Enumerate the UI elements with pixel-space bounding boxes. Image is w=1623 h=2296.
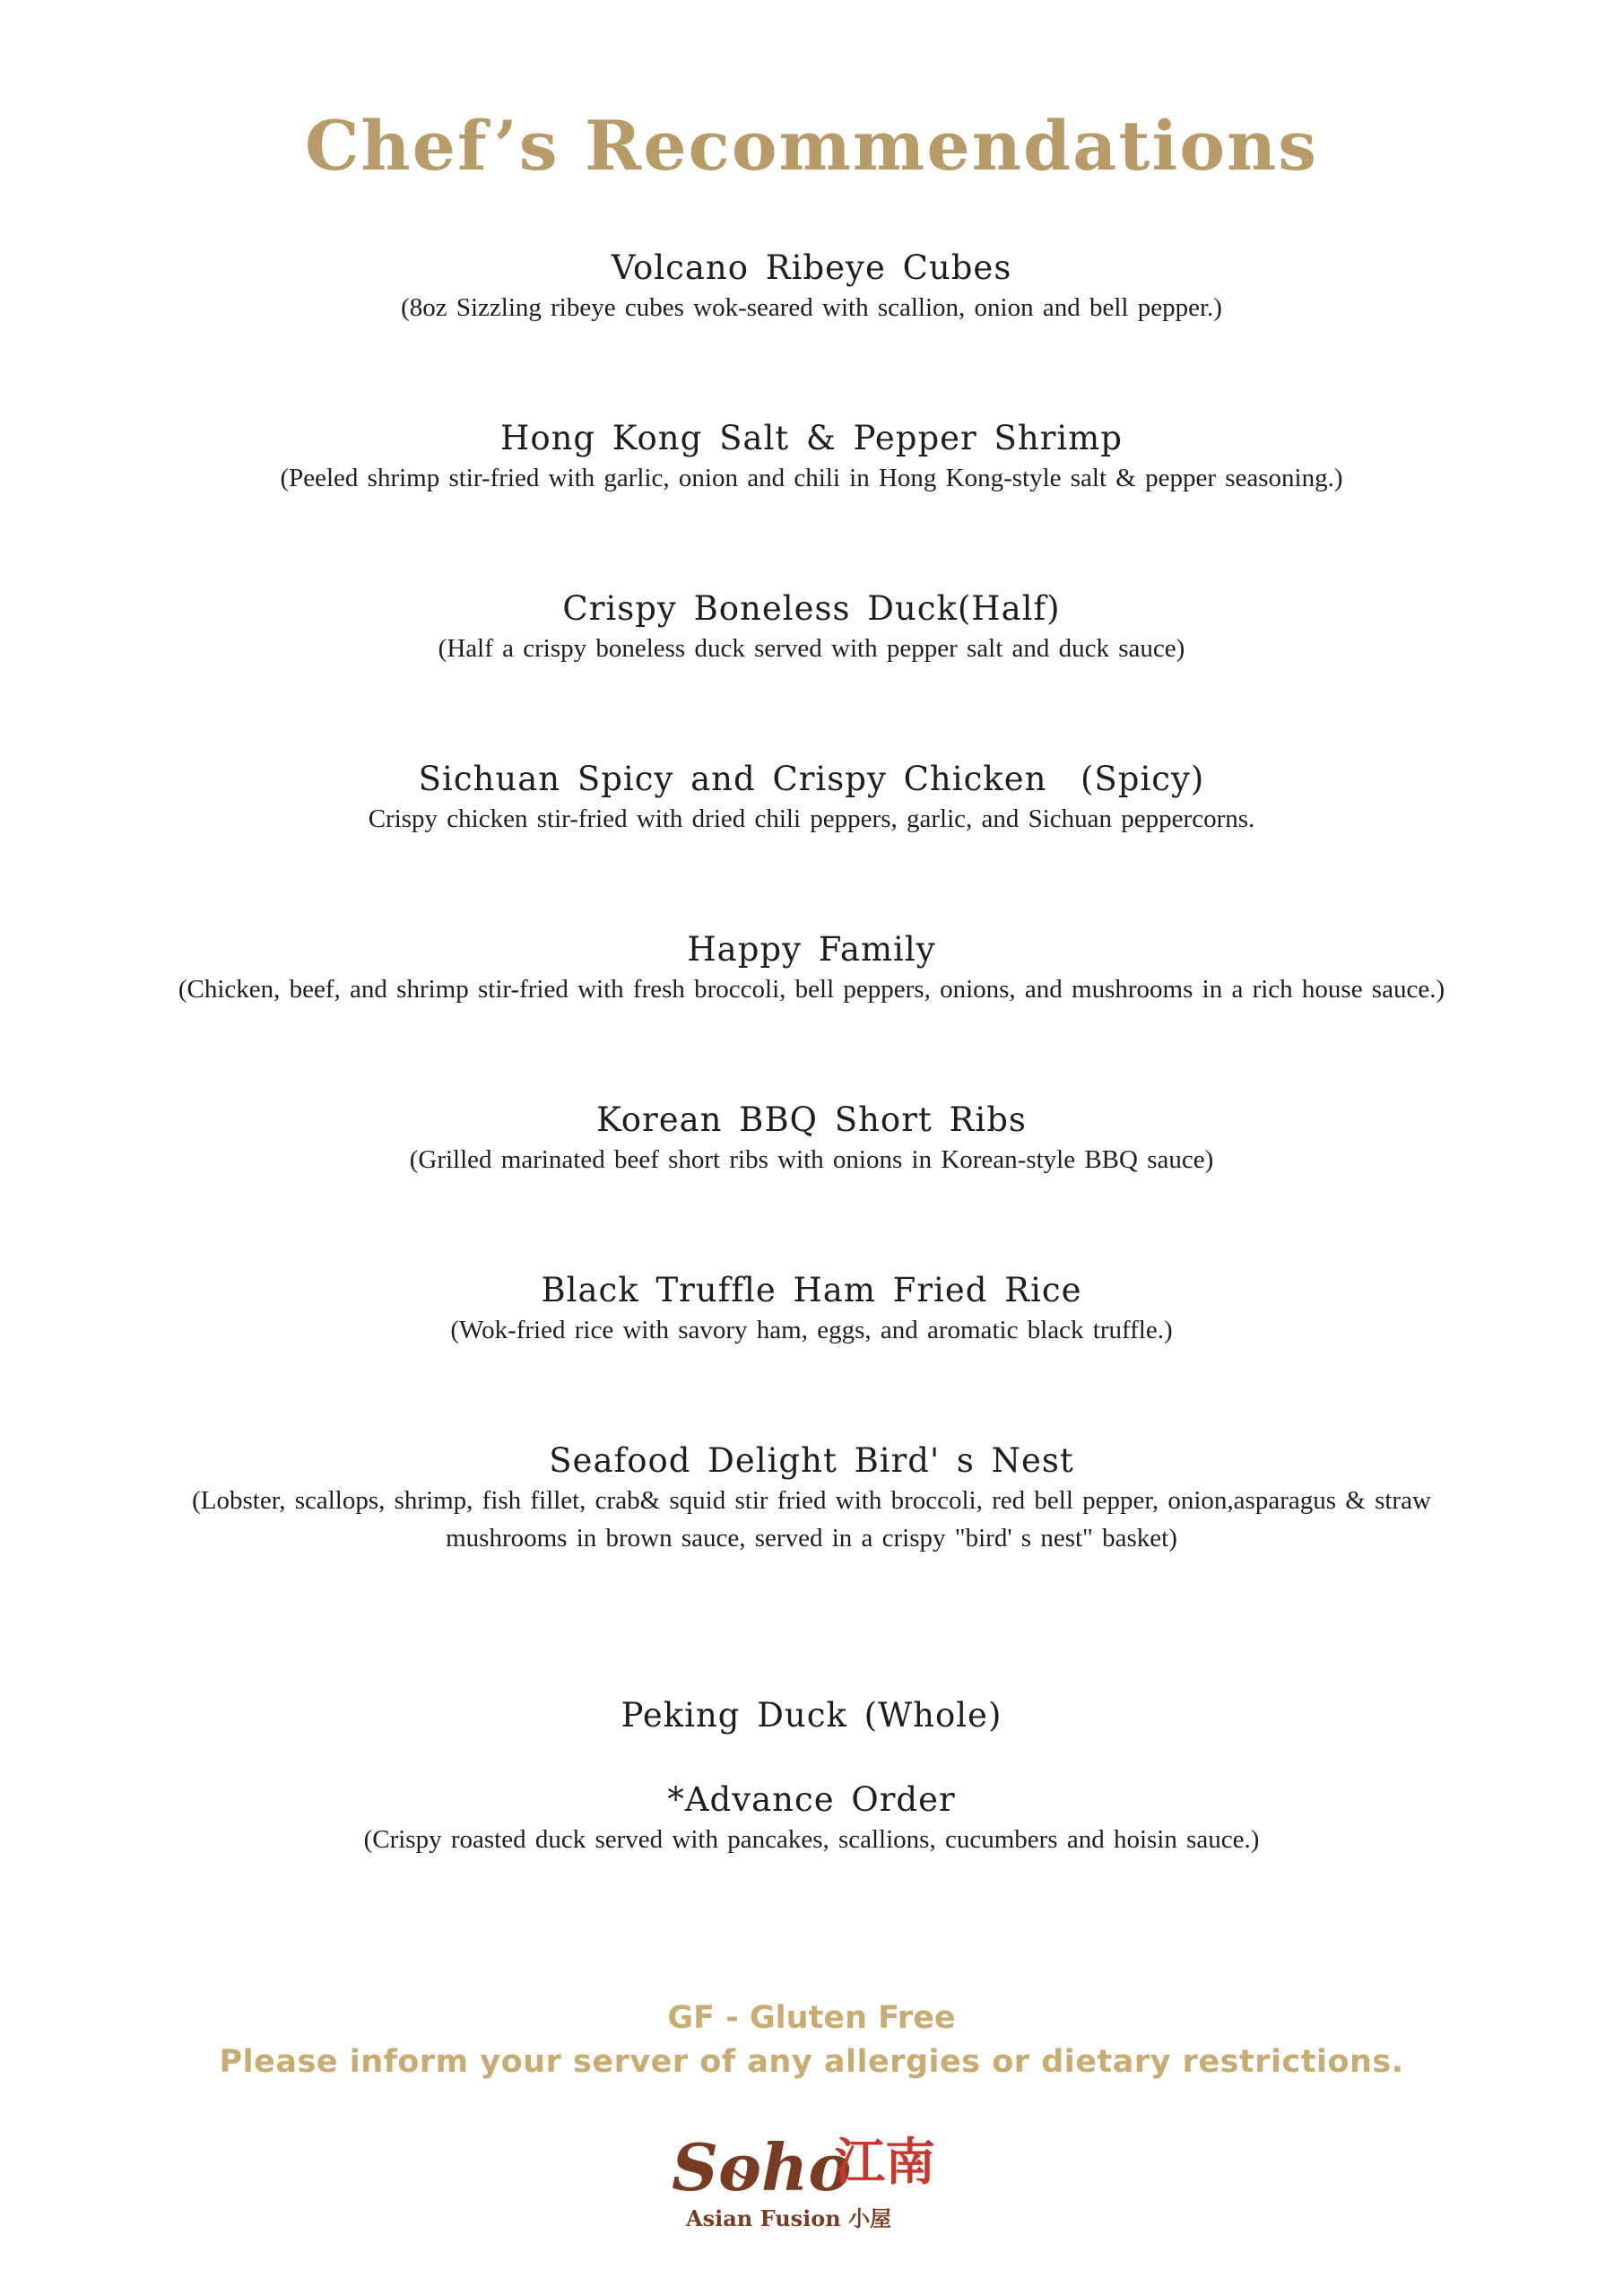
dish-name: Volcano Ribeye Cubes	[611, 248, 1012, 287]
dish-name: Black Truffle Ham Fried Rice	[541, 1271, 1082, 1309]
footer	[0, 1998, 1623, 2084]
dish-name: Seafood Delight Bird' s Nest	[549, 1441, 1074, 1480]
gluten-free-legend: GF - Gluten Free	[667, 2000, 956, 2036]
dish-description: (Peeled shrimp stir-fried with garlic, onion and chili in Hong Kong-style salt & pepper seasoning.)	[280, 464, 1343, 492]
advance-order-note: *Advance Order	[667, 1780, 956, 1819]
logo-subtitle: Asian Fusion 小屋	[686, 2205, 892, 2231]
dish-name: Hong Kong Salt & Pepper Shrimp	[500, 419, 1123, 457]
dish-name: Peking Duck (Whole)	[621, 1696, 1002, 1735]
restaurant-logo	[668, 2117, 964, 2233]
dish-name: Korean BBQ Short Ribs	[596, 1100, 1027, 1139]
dish-description: (Chicken, beef, and shrimp stir-fried with fresh broccoli, bell peppers, onions, and mushrooms in a rich house sauce.)	[178, 975, 1445, 1004]
dish-sichuan-spicy-crispy-chicken	[126, 759, 1497, 838]
allergy-notice: Please inform your server of any allergies or dietary restrictions.	[219, 2044, 1404, 2080]
dish-description: (Lobster, scallops, shrimp, fish fillet, crab& squid stir fried with broccoli, red bell pepper, onion,asparagus & straw mushrooms in brown sauce, served in a crispy "bird' s nest" basket)	[192, 1486, 1431, 1552]
dish-description: (Half a crispy boneless duck served with pepper salt and duck sauce)	[438, 634, 1185, 663]
page-title: Chef’s Recommendations	[304, 106, 1319, 186]
dish-hong-kong-salt-pepper-shrimp	[126, 418, 1497, 497]
dish-name: Happy Family	[687, 930, 936, 969]
dish-black-truffle-ham-fried-rice	[126, 1270, 1497, 1349]
logo-brand-text: Soho	[672, 2129, 852, 2205]
dish-volcano-ribeye-cubes	[126, 248, 1497, 326]
dish-peking-duck	[126, 1695, 1497, 1858]
dish-description: (Grilled marinated beef short ribs with onions in Korean-style BBQ sauce)	[409, 1145, 1214, 1174]
dish-korean-bbq-short-ribs	[126, 1100, 1497, 1178]
dish-seafood-delight-birds-nest	[170, 1440, 1453, 1557]
dish-name: Sichuan Spicy and Crispy Chicken (Spicy)	[418, 760, 1205, 798]
dish-description: Crispy chicken stir-fried with dried chili peppers, garlic, and Sichuan peppercorns.	[368, 804, 1255, 833]
dish-crispy-boneless-duck	[126, 588, 1497, 667]
dish-description: (Wok-fried rice with savory ham, eggs, and aromatic black truffle.)	[450, 1316, 1173, 1344]
dish-happy-family	[90, 929, 1533, 1008]
dish-name: Crispy Boneless Duck(Half)	[562, 589, 1061, 628]
dish-description: (Crispy roasted duck served with pancakes, scallions, cucumbers and hoisin sauce.)	[363, 1825, 1260, 1854]
dish-description: (8oz Sizzling ribeye cubes wok-seared with scallion, onion and bell pepper.)	[401, 293, 1222, 322]
logo-chinese-text: 江南	[835, 2134, 935, 2192]
